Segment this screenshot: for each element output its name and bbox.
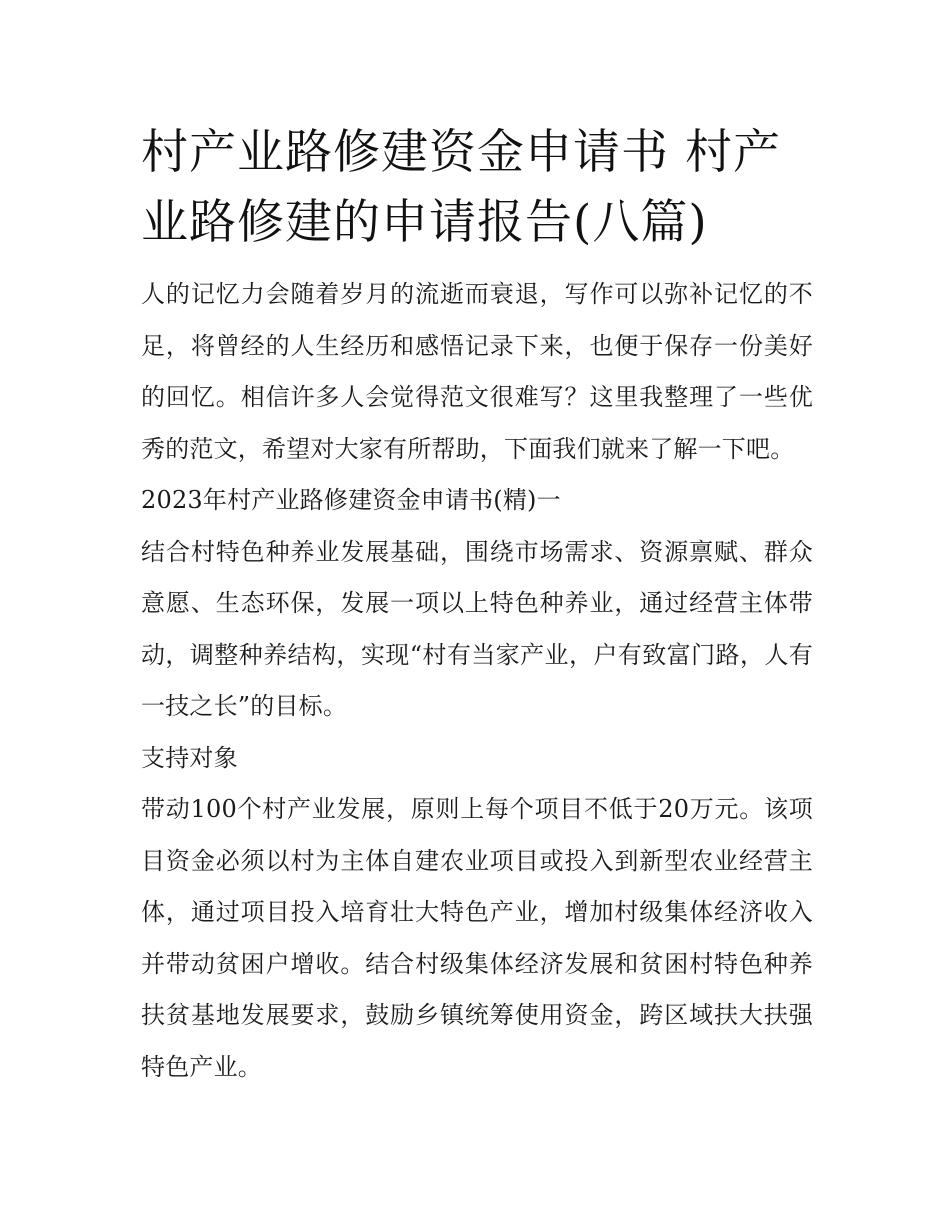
intro-paragraph: 人的记忆力会随着岁月的流逝而衰退，写作可以弥补记忆的不足，将曾经的人生经历和感悟记录下来，也便于保存一份美好的回忆。相信许多人会觉得范文很难写？这里我整理了一些优秀的范文，希望对大家有所帮助，下面我们就来了解一下吧。 (141, 280, 813, 463)
support-target-paragraph: 带动100个村产业发展，原则上每个项目不低于20万元。该项目资金必须以村为主体自建农业项目或投入到新型农业经营主体，通过项目投入培育壮大特色产业，增加村级集体经济收入并带动贫困户增收。结合村级集体经济发展和贫困村特色种养扶贫基地发展要求，鼓励乡镇统筹使用资金，跨区域扶大扶强特色产业。 (141, 795, 813, 1081)
document-title: 村产业路修建资金申请书 村产业路修建的申请报告(八篇) (141, 125, 781, 250)
document-body (141, 118, 813, 1093)
support-target-heading: 支持对象 (141, 743, 238, 772)
section-heading: 2023年村产业路修建资金申请书(精)一 (141, 486, 561, 514)
goal-paragraph: 结合村特色种养业发展基础，围绕市场需求、资源禀赋、群众意愿、生态环保，发展一项以上特色种养业，通过经营主体带动，调整种养结构，实现“村有当家产业，户有致富门路，人有一技之长”的目标。 (141, 537, 813, 720)
